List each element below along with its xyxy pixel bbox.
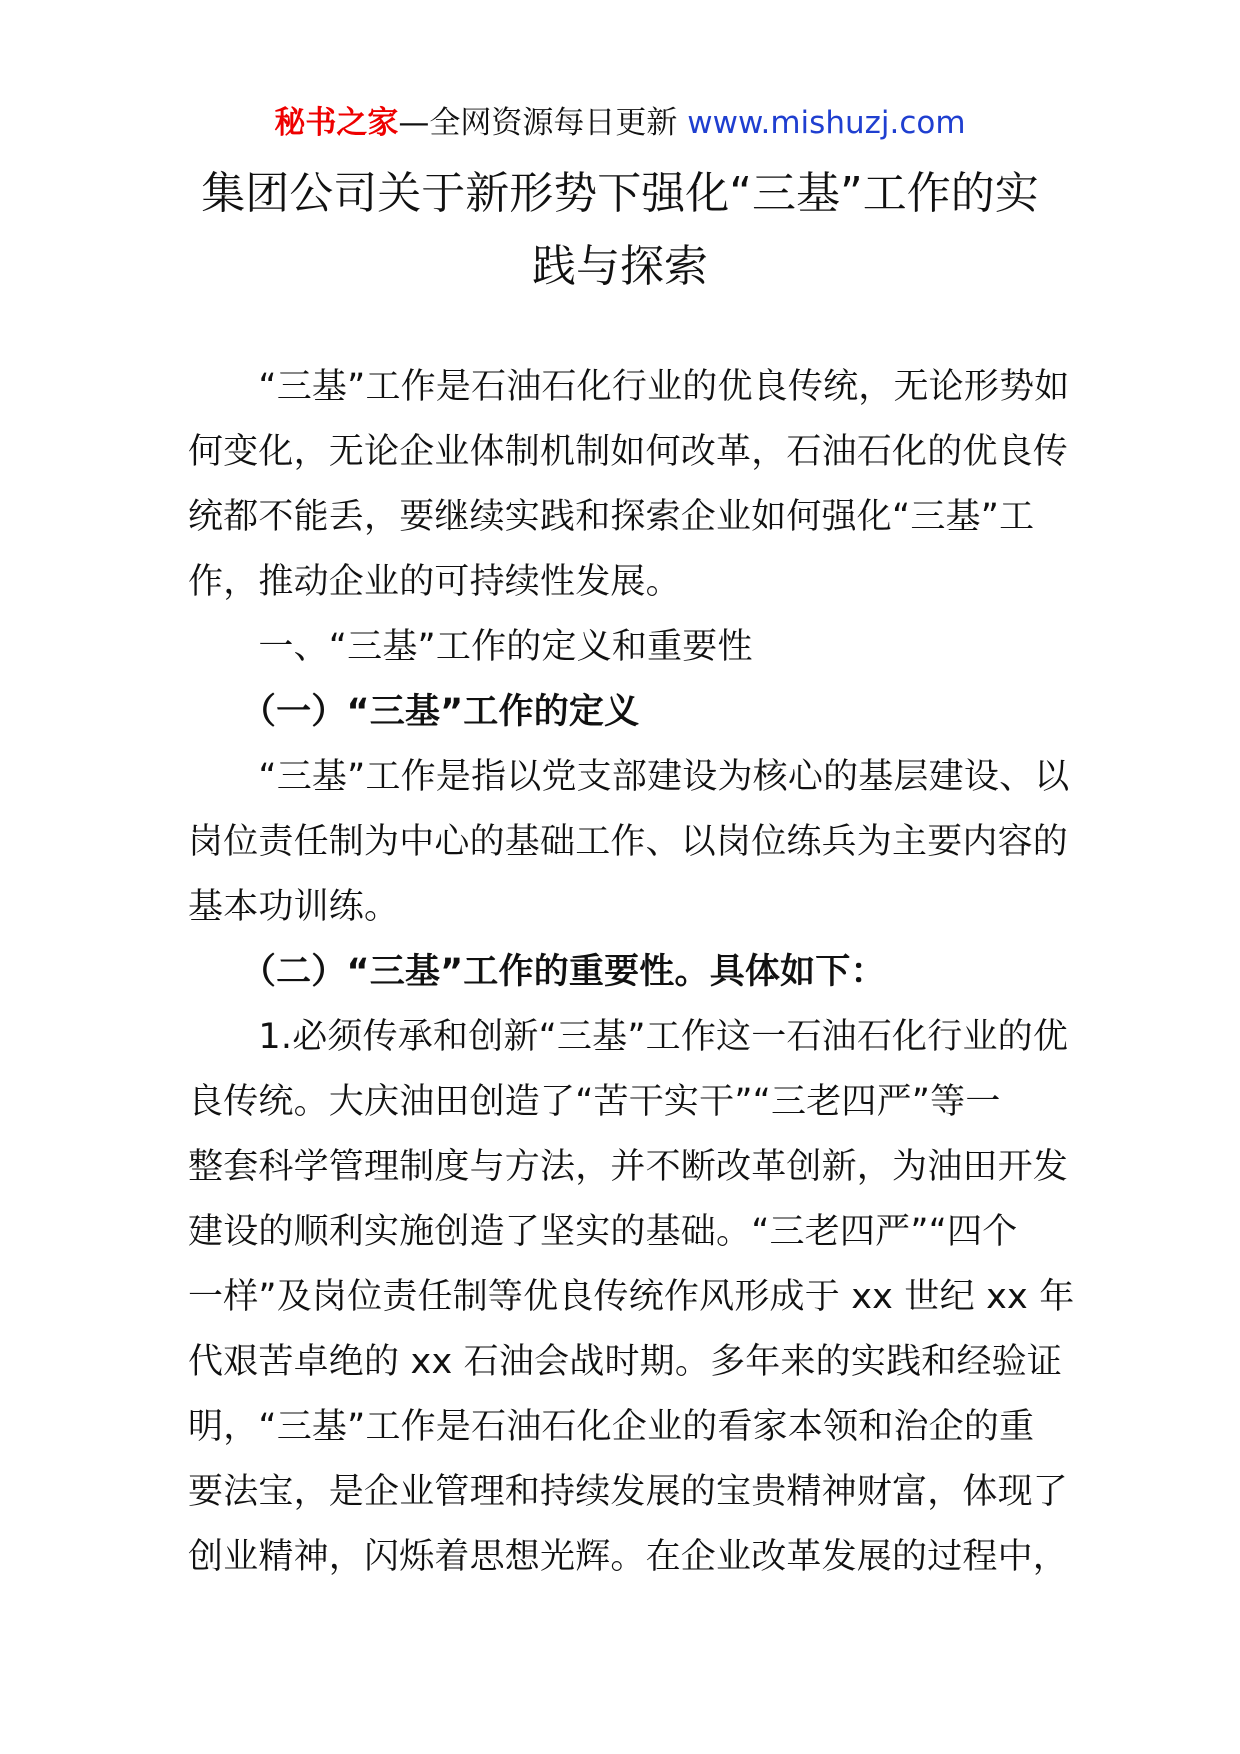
- body-line: 1.必须传承和创新“三基”工作这一石油石化行业的优: [188, 1017, 1069, 1057]
- site-url: www.mishuzj.com: [687, 105, 966, 141]
- body-line: 基本功训练。: [188, 887, 400, 927]
- body-line: 统都不能丢，要继续实践和探索企业如何强化“三基”工: [188, 497, 1035, 537]
- body-line: 整套科学管理制度与方法，并不断改革创新，为油田开发: [188, 1147, 1069, 1187]
- body-line: 建设的顺利实施创造了坚实的基础。“三老四严”“四个: [188, 1212, 1018, 1252]
- subsection-heading: （二）“三基”工作的重要性。具体如下：: [188, 952, 886, 992]
- body-line: 一样”及岗位责任制等优良传统作风形成于 xx 世纪 xx 年: [188, 1277, 1075, 1317]
- body-line: 何变化，无论企业体制机制如何改革，石油石化的优良传: [188, 432, 1069, 472]
- body-line: 岗位责任制为中心的基础工作、以岗位练兵为主要内容的: [188, 822, 1069, 862]
- body-line: 要法宝，是企业管理和持续发展的宝贵精神财富，体现了: [188, 1472, 1069, 1512]
- watermark-header: [0, 102, 1240, 144]
- body-line: “三基”工作是指以党支部建设为核心的基层建设、以: [188, 757, 1070, 797]
- body-line: “三基”工作是石油石化行业的优良传统，无论形势如: [188, 367, 1070, 407]
- document-title-line-2: 践与探索: [532, 241, 708, 292]
- header-slogan: —全网资源每日更新: [398, 105, 688, 141]
- body-line: 明，“三基”工作是石油石化企业的看家本领和治企的重: [188, 1407, 1035, 1447]
- subsection-heading: （一）“三基”工作的定义: [188, 692, 640, 732]
- body-line: 良传统。大庆油田创造了“苦干实干”“三老四严”等一: [188, 1082, 1001, 1122]
- document-title-line-1: 集团公司关于新形势下强化“三基”工作的实: [201, 168, 1039, 219]
- body-line: 代艰苦卓绝的 xx 石油会战时期。多年来的实践和经验证: [188, 1342, 1063, 1382]
- brand-name: 秘书之家: [274, 105, 399, 141]
- body-line: 创业精神，闪烁着思想光辉。在企业改革发展的过程中，: [188, 1537, 1069, 1577]
- section-heading: 一、“三基”工作的定义和重要性: [188, 627, 753, 667]
- body-line: 作，推动企业的可持续性发展。: [188, 562, 681, 602]
